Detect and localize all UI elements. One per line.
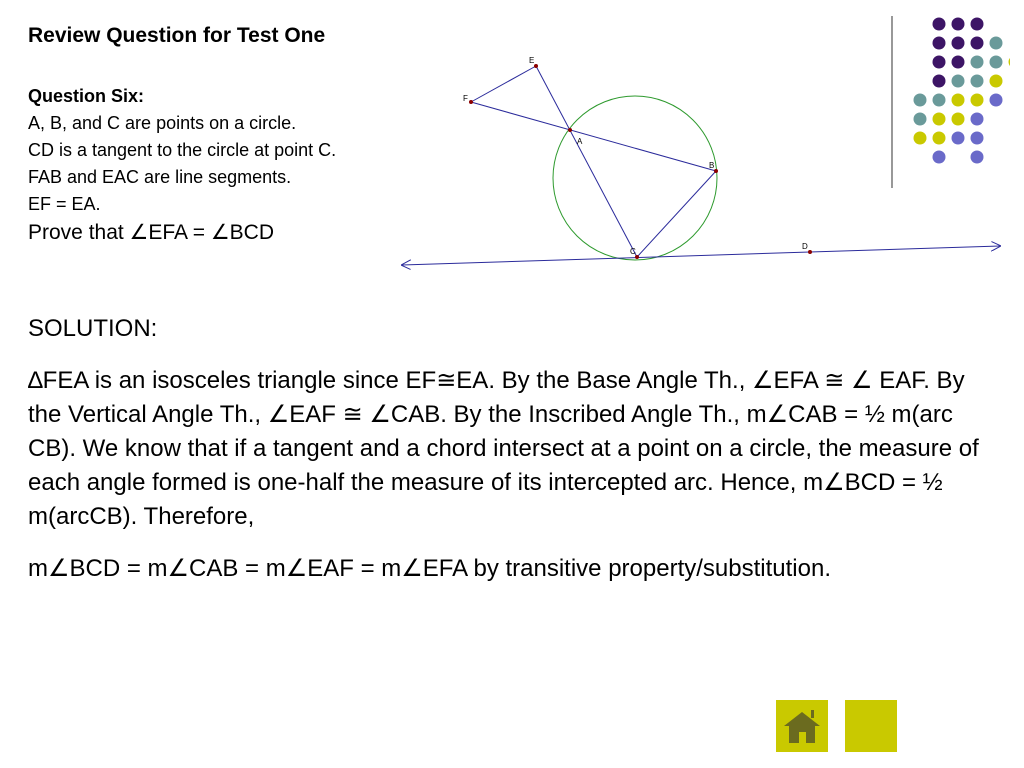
decorative-dot bbox=[971, 113, 984, 126]
decorative-dot bbox=[990, 94, 1003, 107]
decorative-dot bbox=[952, 75, 965, 88]
segment-ef bbox=[471, 66, 536, 102]
decorative-dot bbox=[990, 75, 1003, 88]
label-b: B bbox=[709, 161, 715, 170]
solution-heading: SOLUTION: bbox=[28, 315, 158, 342]
question-line: EF = EA. bbox=[28, 194, 101, 214]
question-line: FAB and EAC are line segments. bbox=[28, 167, 292, 187]
house-icon bbox=[776, 700, 828, 752]
decorative-dot bbox=[971, 132, 984, 145]
solution-body: ∆FEA is an isosceles triangle since EF≅EA. By the Base Angle Th., ∠EFA ≅ ∠ EAF. By the Vertical Angle Th., ∠EAF ≅ ∠CAB. By the Inscribed Angle Th., m∠CAB = ½ m(arc CB). We know that if a tangent and a chord intersect at a point on a circle, the measure of each angle formed is one-half the measure of its intercepted arc. Hence, m∠BCD = ½ m(arcCB). Therefore, bbox=[28, 367, 979, 530]
blank-nav-button[interactable] bbox=[845, 700, 897, 752]
slide-title: Review Question for Test One bbox=[28, 24, 326, 47]
label-d: D bbox=[802, 242, 808, 251]
decorative-dot bbox=[952, 37, 965, 50]
point-d bbox=[808, 250, 812, 254]
point-e bbox=[534, 64, 538, 68]
label-a: A bbox=[577, 137, 583, 146]
tangent-line-cd bbox=[402, 246, 1000, 265]
question-block bbox=[28, 83, 428, 248]
point-f bbox=[469, 100, 473, 104]
decorative-dot bbox=[933, 113, 946, 126]
prove-statement: Prove that ∠EFA = ∠BCD bbox=[28, 221, 275, 244]
point-a bbox=[568, 128, 572, 132]
decorative-dot-grid bbox=[885, 14, 1010, 194]
decorative-dot bbox=[914, 94, 927, 107]
segment-bc bbox=[637, 171, 716, 257]
decorative-dot bbox=[952, 56, 965, 69]
decorative-dot bbox=[971, 75, 984, 88]
segment-ec bbox=[536, 66, 637, 257]
question-line: A, B, and C are points on a circle. bbox=[28, 113, 297, 133]
decorative-dot bbox=[933, 94, 946, 107]
decorative-dot bbox=[952, 18, 965, 31]
question-heading: Question Six: bbox=[28, 86, 145, 106]
decorative-dot bbox=[952, 113, 965, 126]
decorative-dot bbox=[971, 18, 984, 31]
decorative-dot bbox=[971, 37, 984, 50]
label-c: C bbox=[630, 247, 636, 256]
decorative-dot bbox=[952, 132, 965, 145]
solution-block bbox=[28, 312, 988, 586]
decorative-dot bbox=[971, 151, 984, 164]
decorative-dot bbox=[933, 151, 946, 164]
point-b bbox=[714, 169, 718, 173]
decorative-dot bbox=[933, 75, 946, 88]
home-button[interactable] bbox=[776, 700, 828, 752]
decorative-dot bbox=[933, 56, 946, 69]
decorative-dot bbox=[971, 94, 984, 107]
label-e: E bbox=[529, 56, 535, 65]
question-line: CD is a tangent to the circle at point C. bbox=[28, 140, 337, 160]
decorative-dot bbox=[952, 94, 965, 107]
segment-fb bbox=[471, 102, 716, 171]
solution-conclusion: m∠BCD = m∠CAB = m∠EAF = m∠EFA by transitive property/substitution. bbox=[28, 555, 831, 582]
decorative-dot bbox=[914, 132, 927, 145]
decorative-dot bbox=[933, 37, 946, 50]
decorative-dot bbox=[933, 18, 946, 31]
label-f: F bbox=[463, 94, 468, 103]
decorative-dot bbox=[990, 56, 1003, 69]
decorative-dot bbox=[914, 113, 927, 126]
decorative-dot bbox=[971, 56, 984, 69]
decorative-dot bbox=[990, 37, 1003, 50]
decorative-dot bbox=[1009, 56, 1011, 69]
circle bbox=[553, 96, 717, 260]
decorative-dot bbox=[933, 132, 946, 145]
